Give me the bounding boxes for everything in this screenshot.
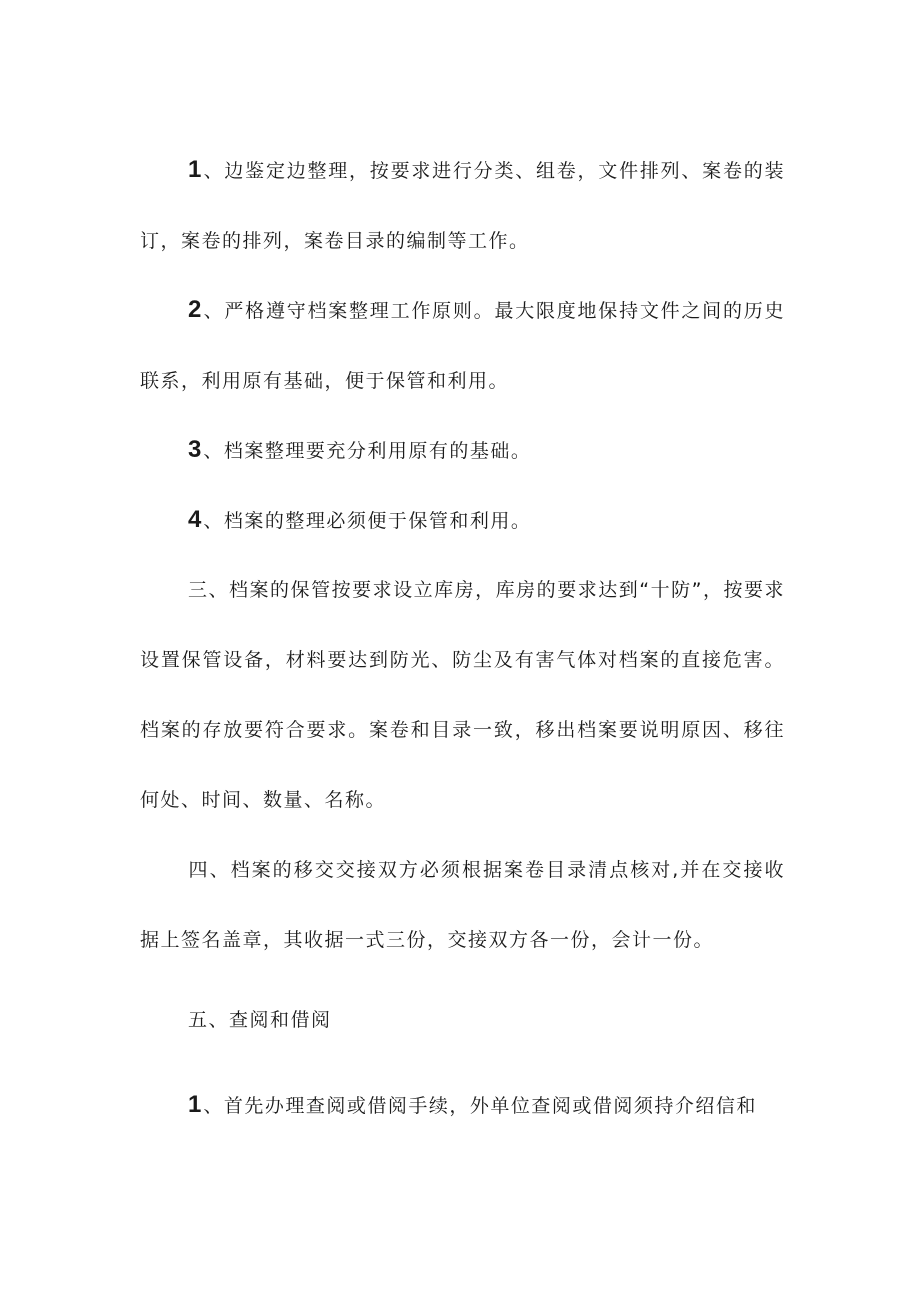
paragraph-text: 三、档案的保管按要求设立库房，库房的要求达到“十防”，按要求设置保管设备，材料要达到防光、防尘及有害气体对档案的直接危害。档案的存放要符合要求。案卷和目录一致，移出档案要说明原因、移往何处、时间、数量、名称。 xyxy=(140,579,785,811)
paragraph-2-item-2 xyxy=(140,275,785,416)
item-number: 2 xyxy=(188,296,202,323)
paragraph-text: 、档案的整理必须便于保管和利用。 xyxy=(203,510,532,532)
paragraph-text: 、档案整理要充分利用原有的基础。 xyxy=(203,440,532,462)
paragraph-section-5-heading xyxy=(140,985,785,1055)
paragraph-text: 四、档案的移交交接双方必须根据案卷目录清点核对,并在交接收据上签名盖章，其收据一式三份，交接双方各一份，会计一份。 xyxy=(140,859,785,951)
paragraph-section-3-storage xyxy=(140,555,785,835)
paragraph-section-4-transfer xyxy=(140,835,785,975)
paragraph-text: 、首先办理查阅或借阅手续，外单位查阅或借阅须持介绍信和 xyxy=(203,1095,757,1117)
paragraph-text: 、严格遵守档案整理工作原则。最大限度地保持文件之间的历史联系，利用原有基础，便于保管和利用。 xyxy=(140,300,785,392)
paragraph-text: 五、查阅和借阅 xyxy=(188,1009,332,1031)
paragraph-text: 、边鉴定边整理，按要求进行分类、组卷，文件排列、案卷的装订，案卷的排列，案卷目录的编制等工作。 xyxy=(140,160,785,252)
item-number: 4 xyxy=(188,506,202,533)
item-number: 1 xyxy=(188,1091,202,1118)
item-number: 3 xyxy=(188,436,202,463)
item-number: 1 xyxy=(188,156,202,183)
paragraph-3-item-3 xyxy=(140,415,785,486)
paragraph-1-item-1 xyxy=(140,135,785,276)
paragraph-4-item-4 xyxy=(140,485,785,556)
paragraph-section-5-item-1 xyxy=(140,1070,785,1141)
